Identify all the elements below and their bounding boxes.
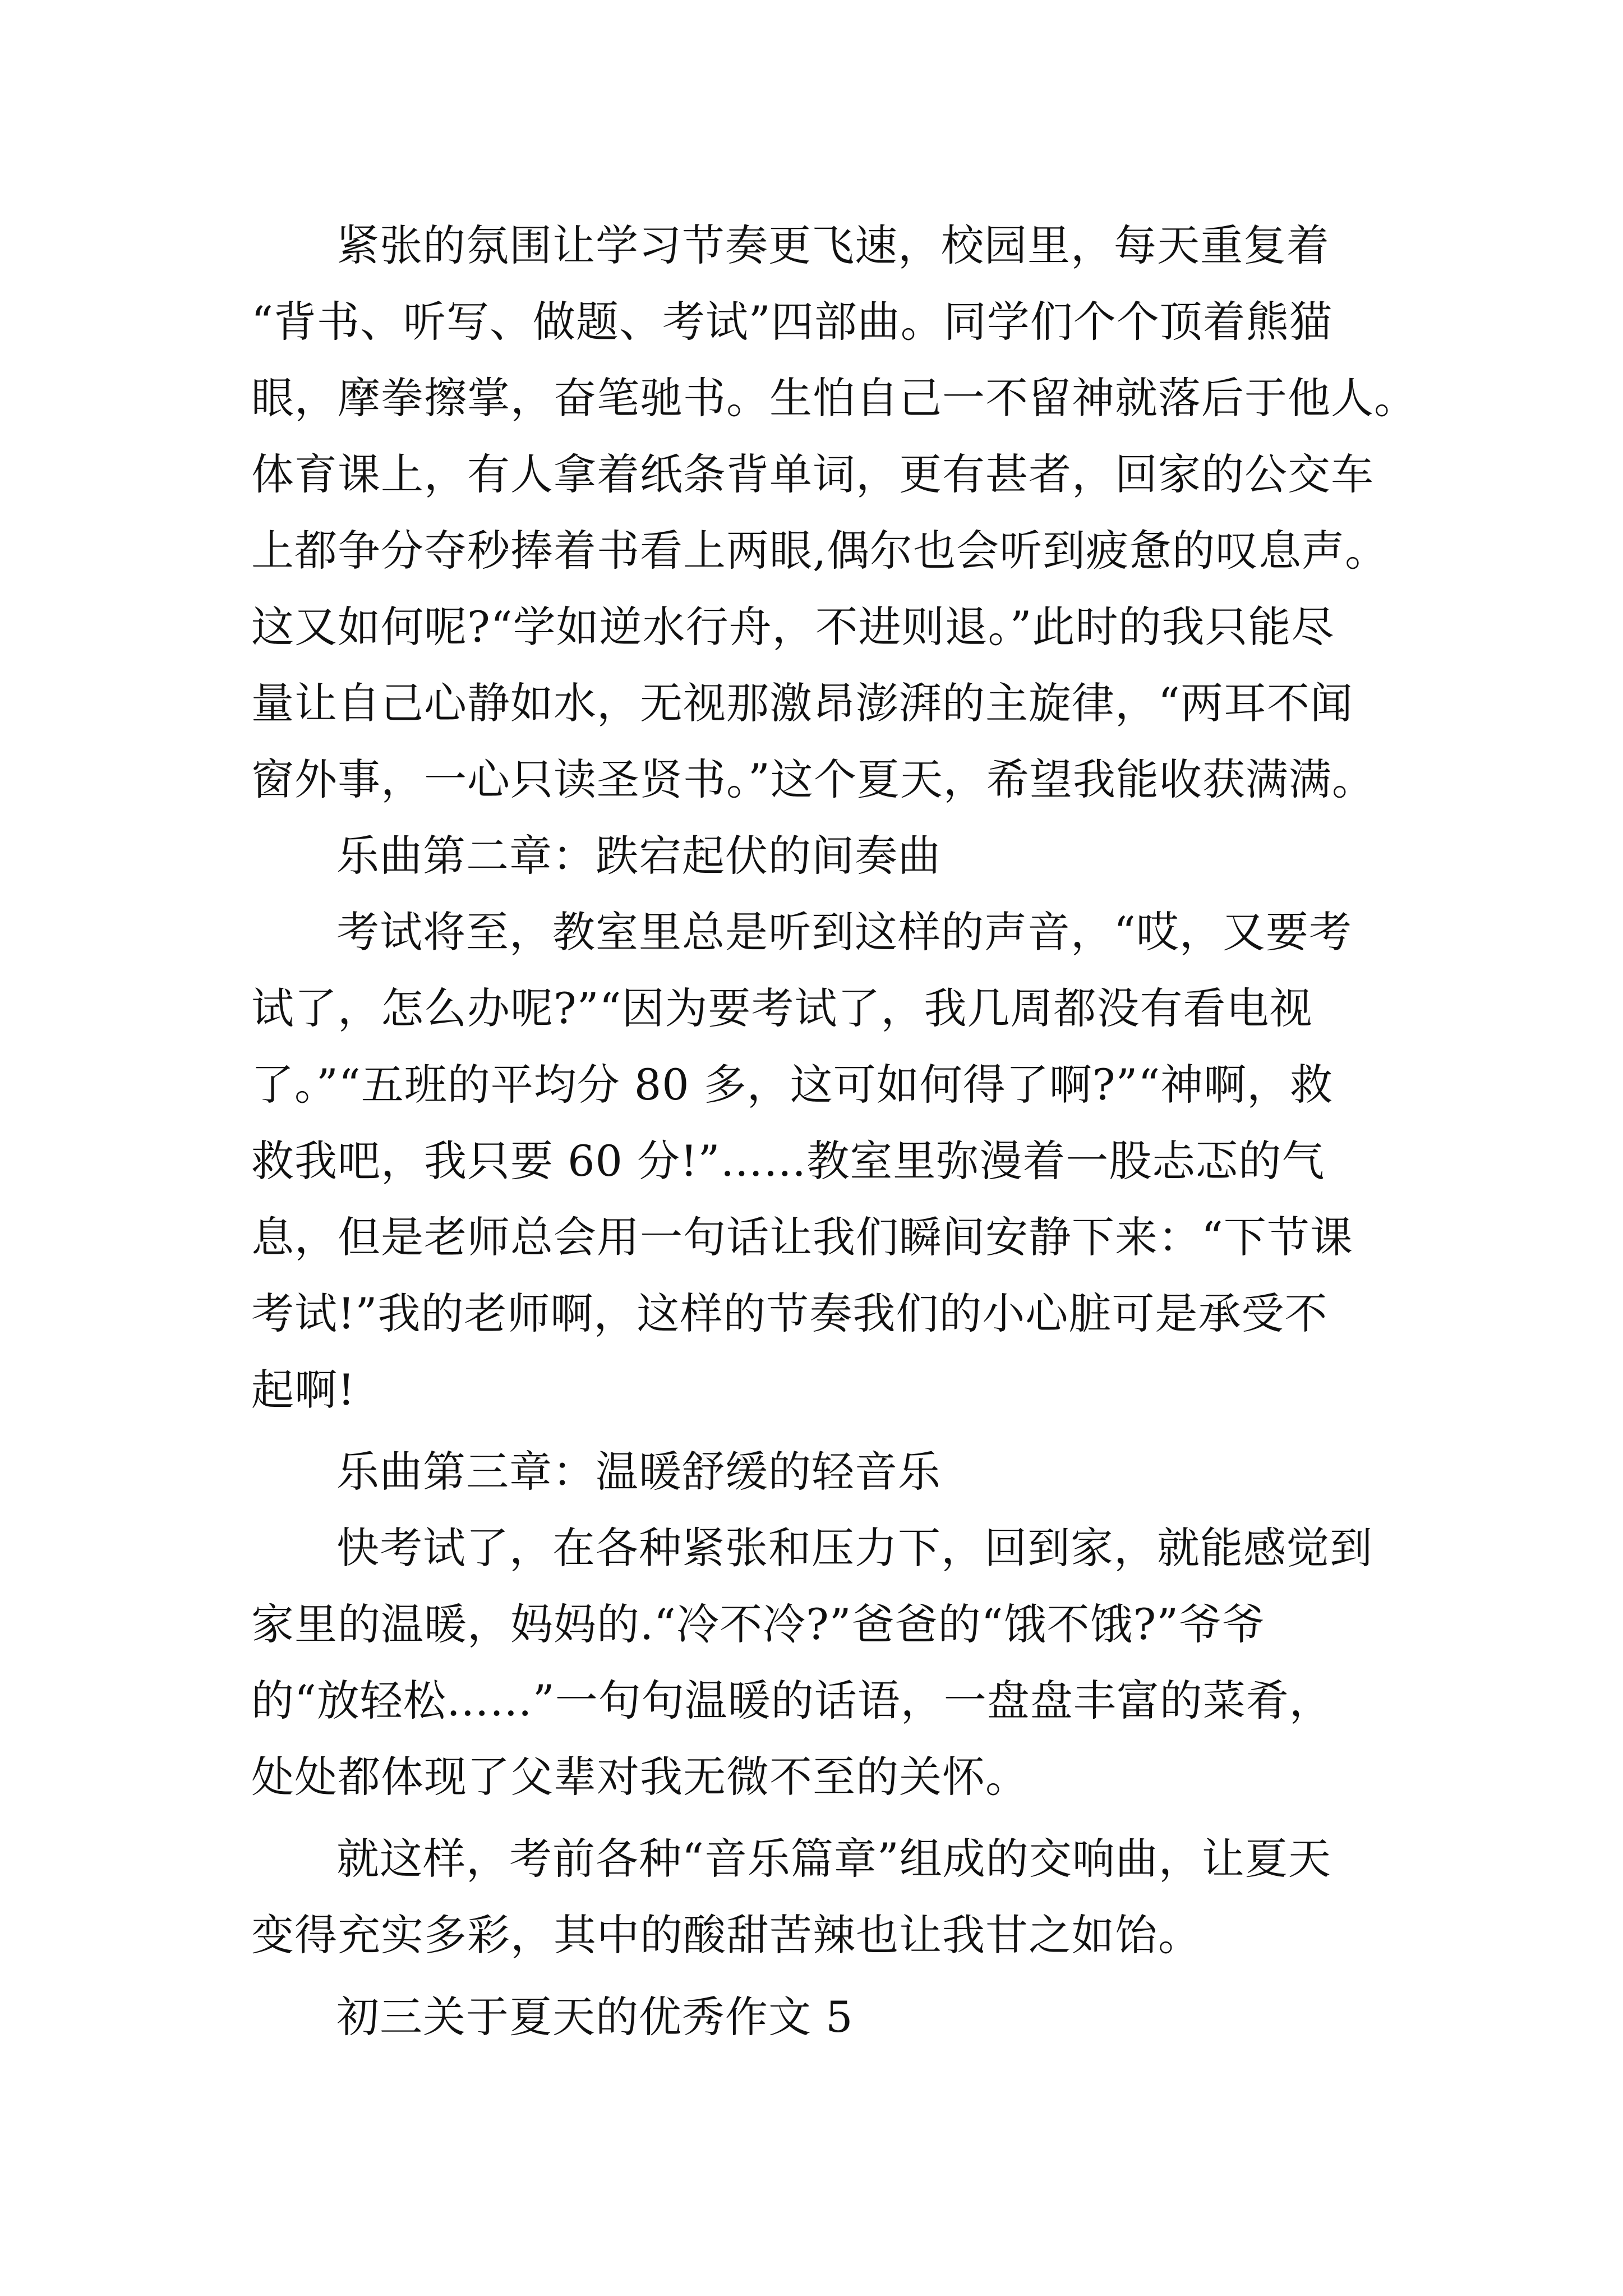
paragraph-line: 快考试了，在各种紧张和压力下，回到家，就能感觉到 [336,1523,1373,1573]
paragraph-line: 紧张的氛围让学习节奏更飞速，校园里，每天重复着 [336,220,1330,270]
section-heading: 乐曲第三章：温暖舒缓的轻音乐 [336,1447,941,1497]
paragraph-line: 体育课上，有人拿着纸条背单词，更有甚者，回家的公交车 [251,449,1374,499]
paragraph-line: 窗外事，一心只读圣贤书。”这个夏天，希望我能收获满满。 [251,754,1375,804]
paragraph-line: 处处都体现了父辈对我无微不至的关怀。 [251,1752,1029,1802]
paragraph-line: 息，但是老师总会用一句话让我们瞬间安静下来：“下节课 [251,1212,1353,1262]
paragraph-line: 起啊! [251,1365,356,1415]
paragraph-line: 家里的温暖，妈妈的.“冷不冷?”爸爸的“饿不饿?”爷爷 [251,1599,1266,1649]
paragraph-line: 就这样，考前各种“音乐篇章”组成的交响曲，让夏天 [336,1834,1331,1884]
paragraph-line: 上都争分夺秒捧着书看上两眼,偶尔也会听到疲惫的叹息声。 [251,526,1389,576]
paragraph-line: 救我吧，我只要 60 分!”……教室里弥漫着一股忐忑的气 [251,1136,1325,1186]
paragraph-line: 量让自己心静如水，无视那激昂澎湃的主旋律，“两耳不闻 [251,678,1353,728]
paragraph-line: 考试将至，教室里总是听到这样的声音，“哎，又要考 [336,907,1352,957]
paragraph-line: 这又如何呢?“学如逆水行舟，不进则退。”此时的我只能尽 [251,602,1335,652]
paragraph-line: 考试!”我的老师啊，这样的节奏我们的小心脏可是承受不 [251,1289,1328,1338]
paragraph-line: “背书、听写、做题、考试”四部曲。同学们个个顶着熊猫 [251,297,1332,347]
essay-title: 初三关于夏天的优秀作文 5 [336,1992,854,2042]
paragraph-line: 变得充实多彩，其中的酸甜苦辣也让我甘之如饴。 [251,1910,1201,1960]
paragraph-line: 的“放轻松……”一句句温暖的话语，一盘盘丰富的菜肴， [251,1676,1332,1726]
paragraph-line: 眼，摩拳擦掌，奋笔驰书。生怕自己一不留神就落后于他人。 [251,373,1417,423]
paragraph-line: 了。”“五班的平均分 80 多，这可如何得了啊?”“神啊，救 [251,1060,1334,1110]
paragraph-line: 试了，怎么办呢?”“因为要考试了，我几周都没有看电视 [251,983,1313,1033]
section-heading: 乐曲第二章：跌宕起伏的间奏曲 [336,831,941,881]
